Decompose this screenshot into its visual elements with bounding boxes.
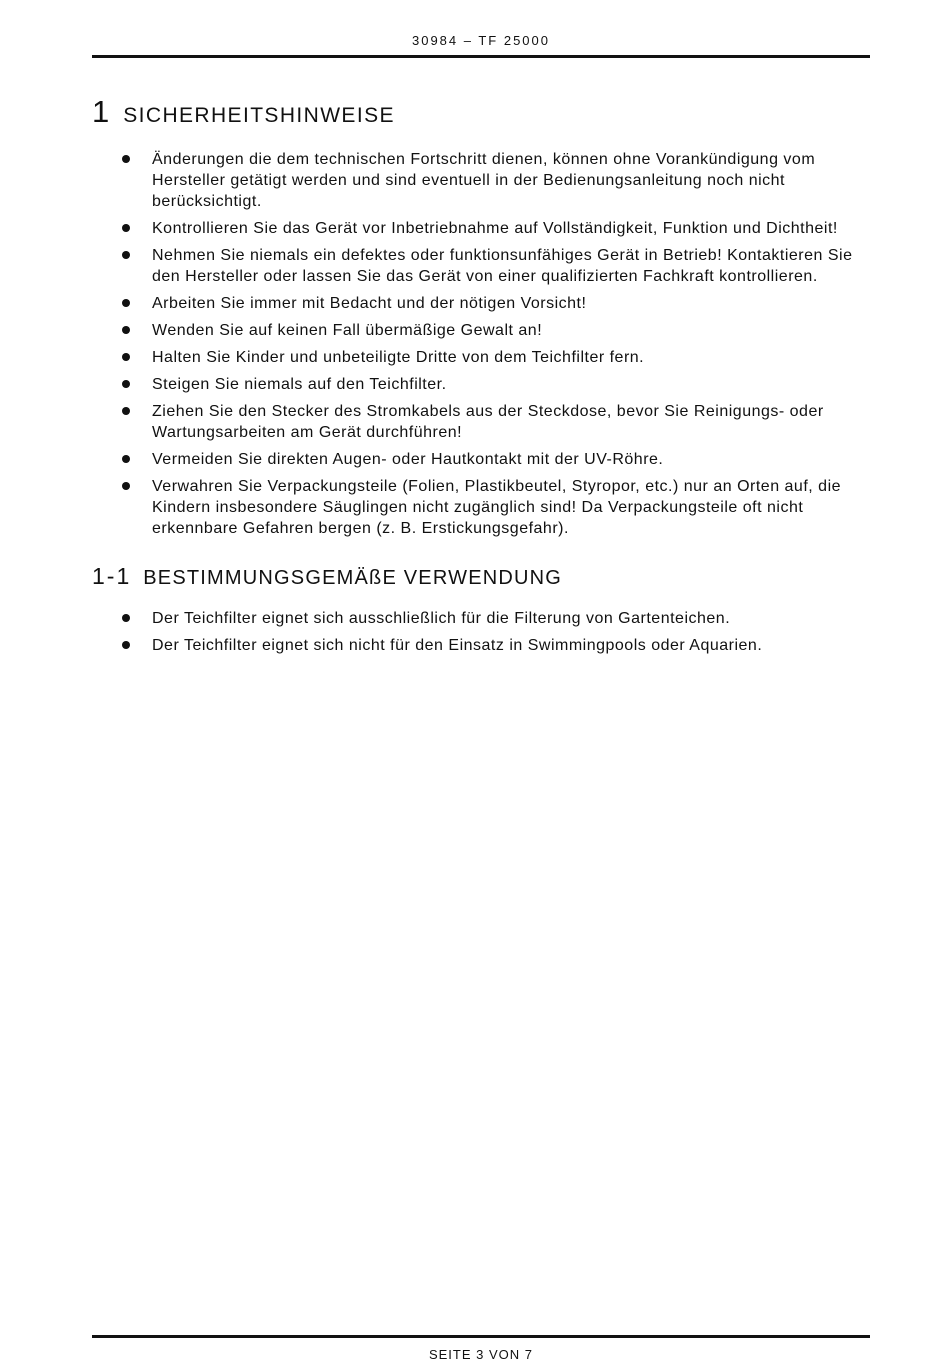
list-item-text: Der Teichfilter eignet sich ausschließlich für die Filterung von Gartenteichen. [152, 610, 731, 627]
list-item-text: Arbeiten Sie immer mit Bedacht und der nötigen Vorsicht! [152, 295, 587, 312]
list-item-text: Nehmen Sie niemals ein defektes oder funktionsunfähiges Gerät in Betrieb! Kontaktieren Sie den Hersteller oder lassen Sie das Gerät von einer qualifizierten Fachkraft kontrollieren. [152, 247, 853, 285]
list-item-text: Der Teichfilter eignet sich nicht für den Einsatz in Swimmingpools oder Aquarien. [152, 637, 763, 654]
list-item-text: Halten Sie Kinder und unbeteiligte Dritte von dem Teichfilter fern. [152, 349, 645, 366]
subsection-title: BESTIMMUNGSGEMÄßE VERWENDUNG [143, 567, 563, 589]
list-item [92, 320, 870, 341]
bullet-icon [122, 407, 130, 415]
usage-list [92, 608, 870, 656]
header-rule [92, 55, 870, 58]
bullet-icon [122, 224, 130, 232]
page-footer: SEITE 3 VON 7 [428, 1347, 534, 1362]
bullet-icon [122, 353, 130, 361]
list-item [92, 401, 870, 443]
list-item-text: Änderungen die dem technischen Fortschritt dienen, können ohne Vorankündigung vom Hersteller getätigt werden und sind eventuell in der Bedienungsanleitung noch nicht berücksichtigt. [152, 151, 816, 210]
bullet-icon [122, 251, 130, 259]
bullet-icon [122, 380, 130, 388]
list-item [92, 293, 870, 314]
list-item [92, 374, 870, 395]
list-item [92, 635, 870, 656]
bullet-icon [122, 155, 130, 163]
list-item [92, 476, 870, 539]
list-item [92, 149, 870, 212]
section-title: SICHERHEITSHINWEISE [123, 104, 395, 127]
list-item-text: Wenden Sie auf keinen Fall übermäßige Gewalt an! [152, 322, 543, 339]
bullet-icon [122, 326, 130, 334]
list-item [92, 608, 870, 629]
safety-list [92, 149, 870, 539]
bullet-icon [122, 482, 130, 490]
subsection-number: 1-1 [92, 563, 132, 589]
list-item [92, 218, 870, 239]
list-item-text: Verwahren Sie Verpackungsteile (Folien, Plastikbeutel, Styropor, etc.) nur an Orten auf, die Kindern insbesondere Säuglingen nicht zugänglich sind! Da Verpackungsteile oft nicht erkennbare Gefahren bergen (z. B. Erstickungsgefahr). [152, 478, 842, 537]
bullet-icon [122, 455, 130, 463]
list-item-text: Kontrollieren Sie das Gerät vor Inbetriebnahme auf Vollständigkeit, Funktion und Dichtheit! [152, 220, 838, 237]
list-item-text: Steigen Sie niemals auf den Teichfilter. [152, 376, 447, 393]
list-item [92, 449, 870, 470]
section-number: 1 [92, 94, 110, 129]
list-item-text: Vermeiden Sie direkten Augen- oder Hautkontakt mit der UV-Röhre. [152, 451, 664, 468]
section-heading [92, 94, 870, 130]
footer-rule [92, 1335, 870, 1338]
page-content [92, 94, 870, 662]
list-item [92, 245, 870, 287]
page-header: 30984 – TF 25000 [411, 33, 550, 48]
list-item-text: Ziehen Sie den Stecker des Stromkabels aus der Steckdose, bevor Sie Reinigungs- oder Wartungsarbeiten am Gerät durchführen! [152, 403, 824, 441]
subsection-heading [92, 563, 870, 590]
bullet-icon [122, 614, 130, 622]
bullet-icon [122, 299, 130, 307]
bullet-icon [122, 641, 130, 649]
list-item [92, 347, 870, 368]
